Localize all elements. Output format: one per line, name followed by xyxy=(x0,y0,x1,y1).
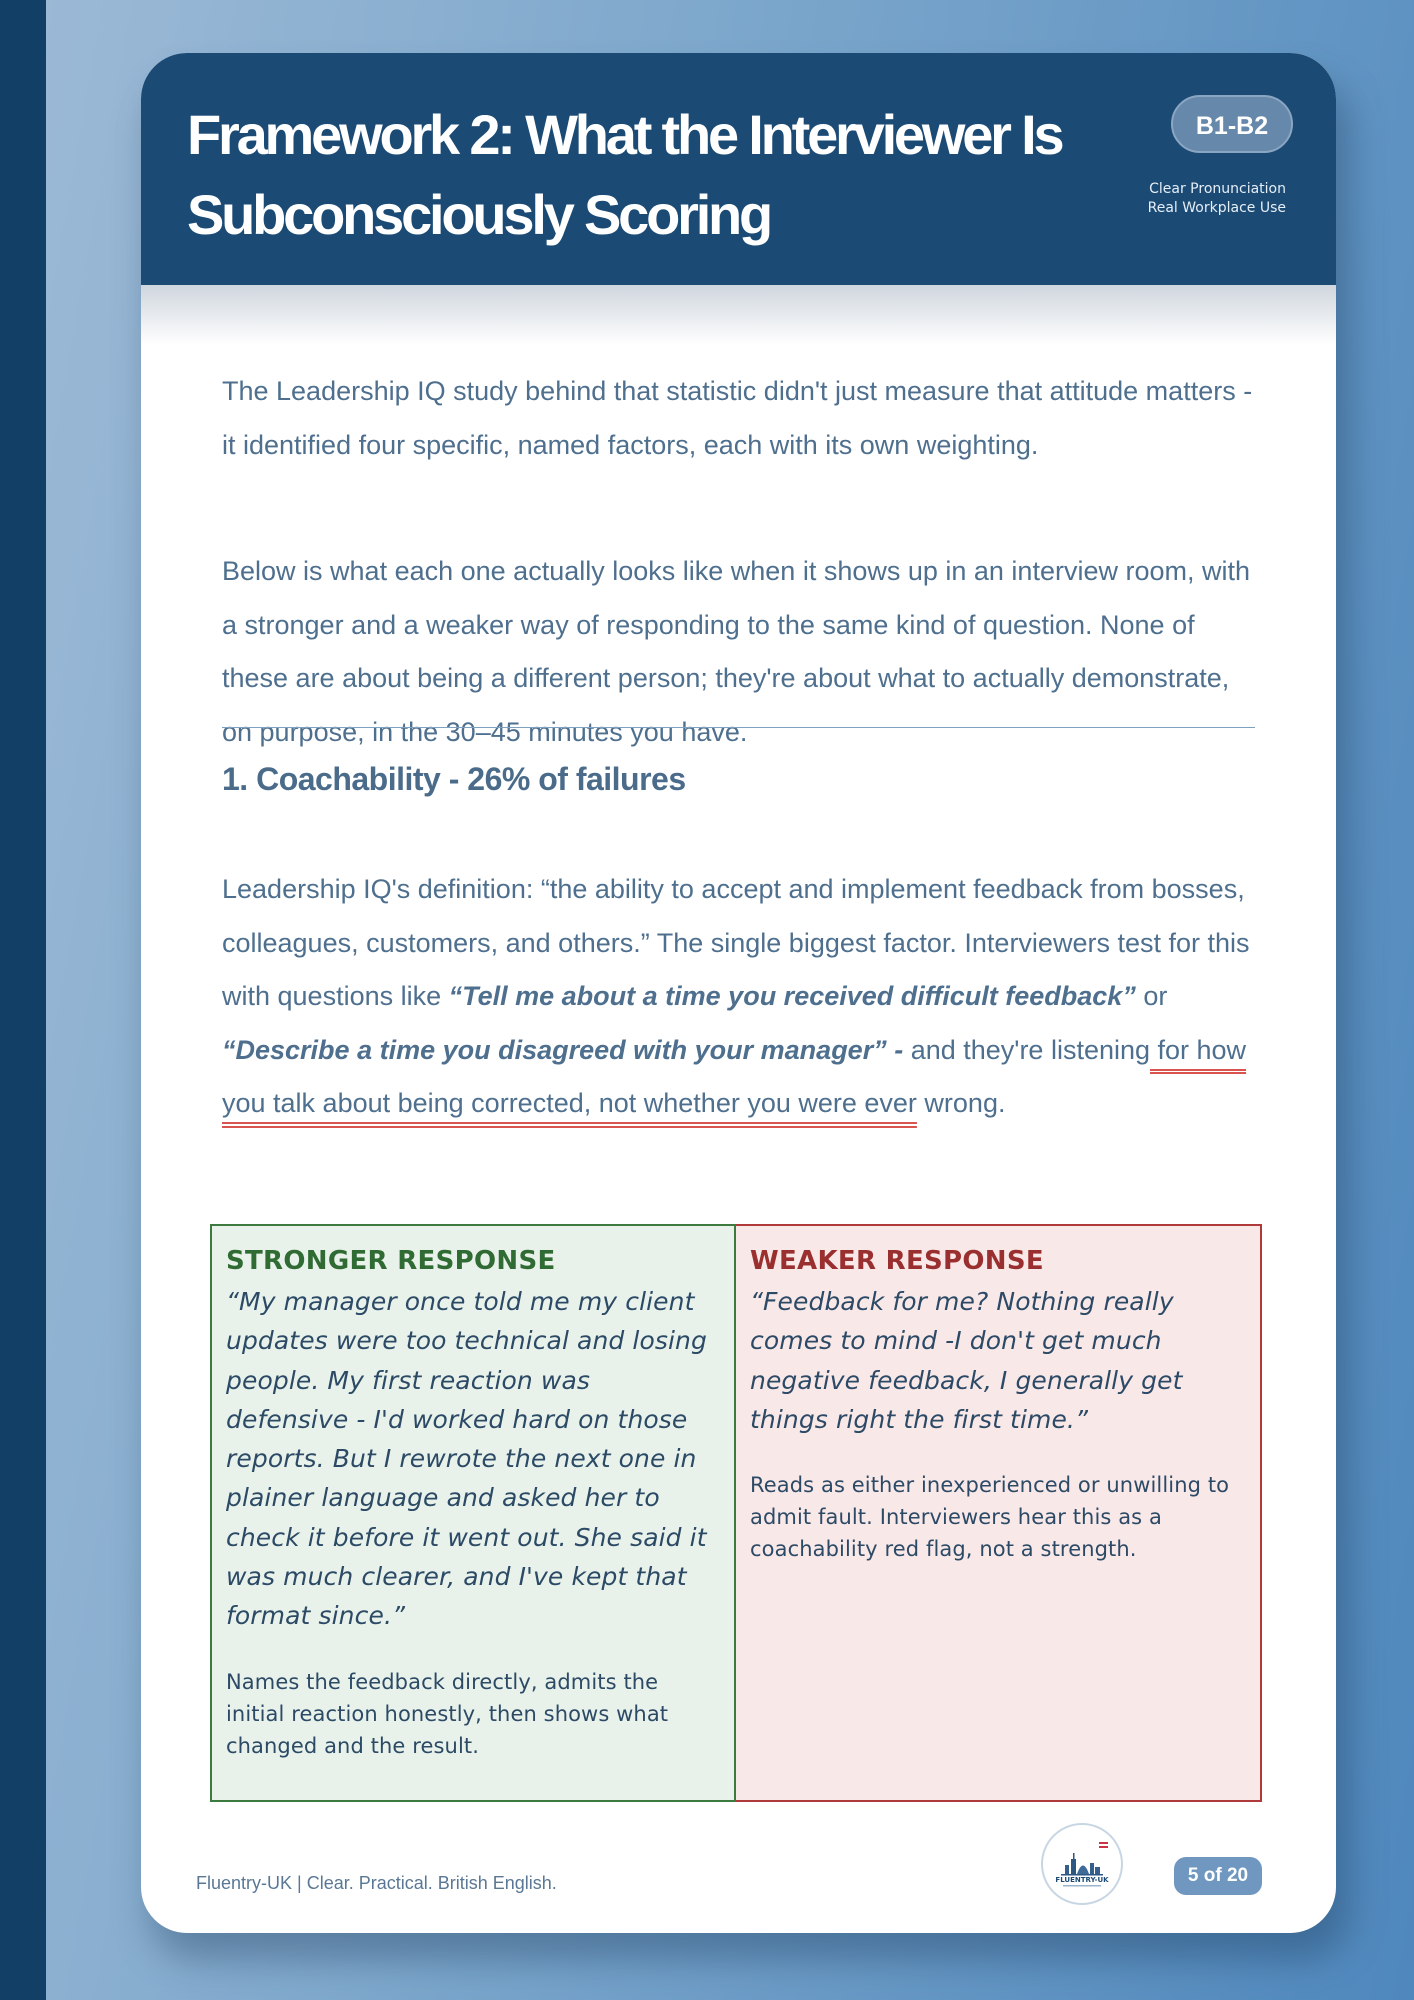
total-pages: of 20 xyxy=(1203,1865,1249,1886)
logo-wordmark: FLUENTRY-UK xyxy=(1055,1876,1109,1884)
weaker-response-quote: “Feedback for me? Nothing really comes to mind -I don't get much negative feedback, I generally get things right the first time.” xyxy=(750,1287,1183,1434)
current-page: 5 xyxy=(1187,1865,1199,1886)
page-header xyxy=(141,53,1336,285)
stronger-response-label: STRONGER RESPONSE xyxy=(226,1246,556,1276)
underlined-emphasis: for how you talk about being corrected, not whether you were ever xyxy=(222,1034,1247,1118)
page-title: Framework 2: What the Interviewer Is Subconsciously Scoring xyxy=(187,103,1062,246)
coachability-text-3: and they're listening xyxy=(903,1034,1151,1065)
intro-paragraph-1: The Leadership IQ study behind that statistic didn't just measure that attitude matters - it identified four specific, named factors, each with its own weighting. xyxy=(222,376,1253,460)
example-question-disagree: “Describe a time you disagreed with your manager” - xyxy=(222,1034,904,1065)
level-badge: B1-B2 xyxy=(1171,95,1293,153)
fluentry-logo xyxy=(1041,1823,1123,1905)
header-shadow xyxy=(141,285,1336,345)
section-divider xyxy=(222,727,1255,728)
weaker-response-label: WEAKER RESPONSE xyxy=(750,1246,1044,1276)
example-question-feedback: “Tell me about a time you received difficult feedback” xyxy=(448,981,1136,1011)
footer-tagline: Fluentry-UK | Clear. Practical. British English. xyxy=(196,1873,557,1893)
tagline-workplace: Real Workplace Use xyxy=(1147,200,1286,216)
coachability-paragraph xyxy=(222,863,1262,1131)
coachability-text-1: Leadership IQ's definition: “the ability to accept and implement feedback from bosses, colleagues, customers, and others.” The single biggest factor. Interviewers test for this with questions like xyxy=(222,874,1250,1011)
coachability-text-4: wrong. xyxy=(916,1088,1006,1118)
stronger-response-quote: “My manager once told me my client updates were too technical and losing people. My first reaction was defensive - I'd worked hard on those reports. But I rewrote the next one in plainer language and asked her to check it before it went out. She said it was much clearer, and I've kept that format since.” xyxy=(226,1287,707,1631)
stronger-response-panel xyxy=(210,1224,736,1802)
page-number-badge xyxy=(1174,1857,1262,1895)
response-comparison-table xyxy=(210,1224,1262,1802)
left-edge-strip xyxy=(0,0,46,2000)
intro-paragraph-2: Below is what each one actually looks like when it shows up in an interview room, with a stronger and a weaker way of responding to the same kind of question. None of these are about being a different person; they're about what to actually demonstrate, on purpose, in the 30–45 minutes you have. xyxy=(222,556,1251,747)
london-skyline-icon xyxy=(1043,1825,1121,1903)
weaker-response-note: Reads as either inexperienced or unwilling to admit fault. Interviewers hear this as a coachability red flag, not a strength. xyxy=(750,1473,1230,1562)
weaker-response-panel xyxy=(736,1224,1262,1802)
stronger-response-note: Names the feedback directly, admits the initial reaction honestly, then shows what changed and the result. xyxy=(226,1669,669,1758)
coachability-text-2: or xyxy=(1135,981,1168,1011)
section-heading: 1. Coachability - 26% of failures xyxy=(222,761,686,797)
tagline-pronunciation: Clear Pronunciation xyxy=(1149,181,1286,197)
page-card xyxy=(141,53,1336,1933)
